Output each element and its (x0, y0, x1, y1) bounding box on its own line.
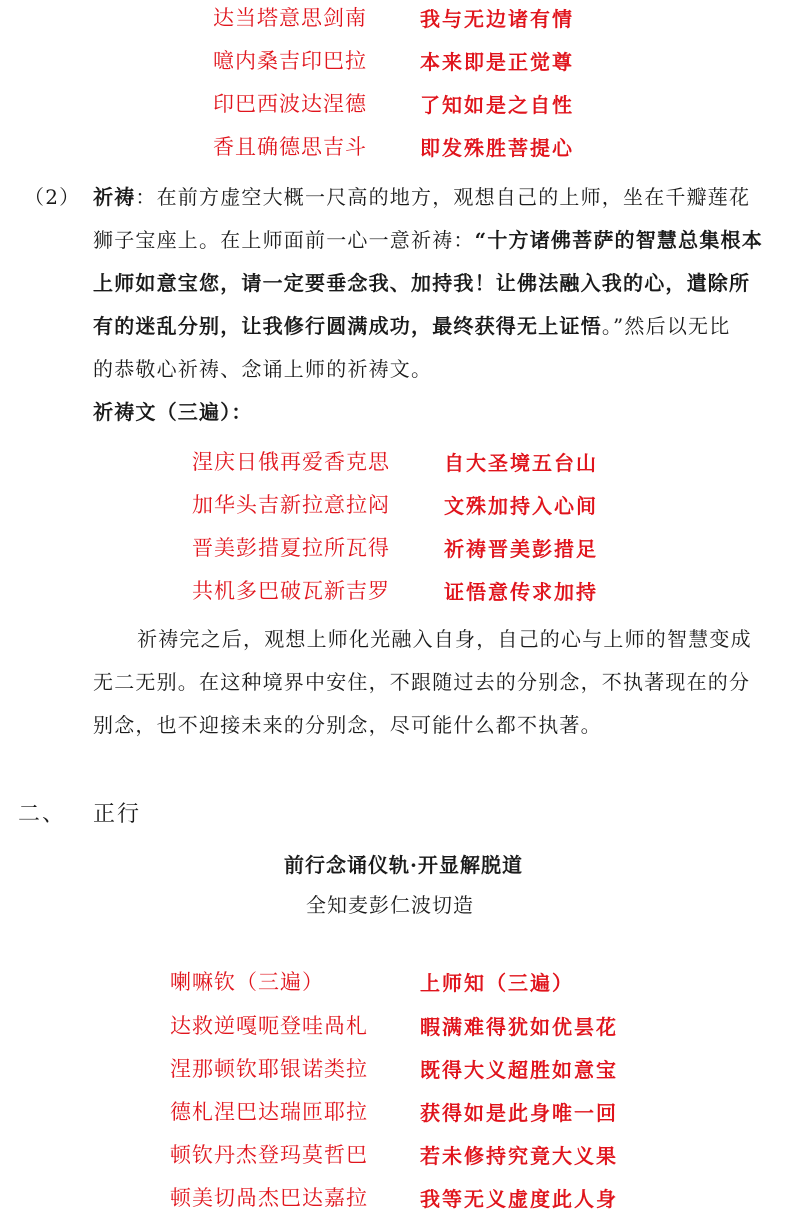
paragraph-line (93, 313, 730, 339)
prayer-heading: 祈祷 (93, 185, 136, 209)
prayer-quote-bold: 有的迷乱分别，让我修行圆满成功，最终获得无上证悟 (93, 314, 602, 338)
paragraph-line (93, 184, 750, 210)
mantra-right-line: 我等无义虚度此人身 (420, 1187, 618, 1211)
paragraph-text: 狮子宝座上。在上师面前一心一意祈祷： (93, 228, 475, 252)
section-number: （2） (24, 185, 81, 209)
liturgy-author: 全知麦彭仁波切造 (306, 893, 474, 917)
paragraph-line: 的恭敬心祈祷、念诵上师的祈祷文。 (93, 357, 433, 381)
paragraph-line (93, 227, 763, 253)
mantra-left-line: 噫内桑吉印巴拉 (213, 49, 367, 73)
mantra-left-line: 德札涅巴达瑞匝耶拉 (170, 1100, 368, 1124)
mantra-left-line: 顿钦丹杰登玛莫哲巴 (170, 1143, 368, 1167)
liturgy-title: 前行念诵仪轨·开显解脱道 (284, 853, 523, 877)
mantra-left-line: 共机多巴破瓦新吉罗 (192, 579, 390, 603)
mantra-left-line: 印巴西波达涅德 (213, 92, 367, 116)
prayer-quote-bold: “十方诸佛菩萨的智慧总集根本 (474, 228, 763, 252)
mantra-right-line: 即发殊胜菩提心 (420, 136, 574, 160)
paragraph-line: 无二无别。在这种境界中安住，不跟随过去的分别念，不执著现在的分 (93, 670, 751, 694)
mantra-right-line: 自大圣境五台山 (444, 451, 598, 475)
paragraph-text: ：在前方虚空大概一尺高的地方，观想自己的上师，坐在千瓣莲花 (135, 185, 751, 209)
mantra-right-line: 若未修持究竟大义果 (420, 1144, 618, 1168)
paragraph-line: 祈祷完之后，观想上师化光融入自身，自己的心与上师的智慧变成 (137, 627, 752, 651)
paragraph-line: 别念，也不迎接未来的分别念，尽可能什么都不执著。 (93, 713, 602, 737)
mantra-left-line: 香且确德思吉斗 (213, 135, 367, 159)
mantra-left-line: 喇嘛钦（三遍） (170, 970, 324, 994)
mantra-right-line: 我与无边诸有情 (420, 7, 574, 31)
mantra-right-line: 既得大义超胜如意宝 (420, 1058, 618, 1082)
mantra-left-line: 涅庆日俄再爱香克思 (192, 450, 390, 474)
section-heading: 正行 (93, 802, 142, 827)
mantra-left-line: 加华头吉新拉意拉闷 (192, 493, 390, 517)
mantra-left-line: 涅那顿钦耶银诺类拉 (170, 1057, 368, 1081)
paragraph-text: 。”然后以无比 (601, 314, 731, 338)
prayer-quote-bold: 上师如意宝您，请一定要垂念我、加持我！让佛法融入我的心，遣除所 (93, 271, 751, 295)
mantra-right-line: 证悟意传求加持 (444, 580, 598, 604)
section-number: 二、 (18, 802, 67, 827)
mantra-right-line: 了知如是之自性 (420, 93, 574, 117)
mantra-left-line: 达当塔意思剑南 (213, 6, 367, 30)
mantra-right-line: 祈祷晋美彭措足 (444, 537, 598, 561)
mantra-left-line: 顿美切咼杰巴达嘉拉 (170, 1186, 368, 1210)
mantra-right-line: 暇满难得犹如优昙花 (420, 1015, 618, 1039)
mantra-right-line: 上师知（三遍） (420, 971, 574, 995)
mantra-left-line: 达救逆嘎呃登哇咼札 (170, 1014, 368, 1038)
mantra-right-line: 获得如是此身唯一回 (420, 1101, 618, 1125)
mantra-right-line: 文殊加持入心间 (444, 494, 598, 518)
mantra-right-line: 本来即是正觉尊 (420, 50, 574, 74)
mantra-left-line: 晋美彭措夏拉所瓦得 (192, 536, 390, 560)
prayer-text-label: 祈祷文（三遍）： (93, 400, 253, 424)
